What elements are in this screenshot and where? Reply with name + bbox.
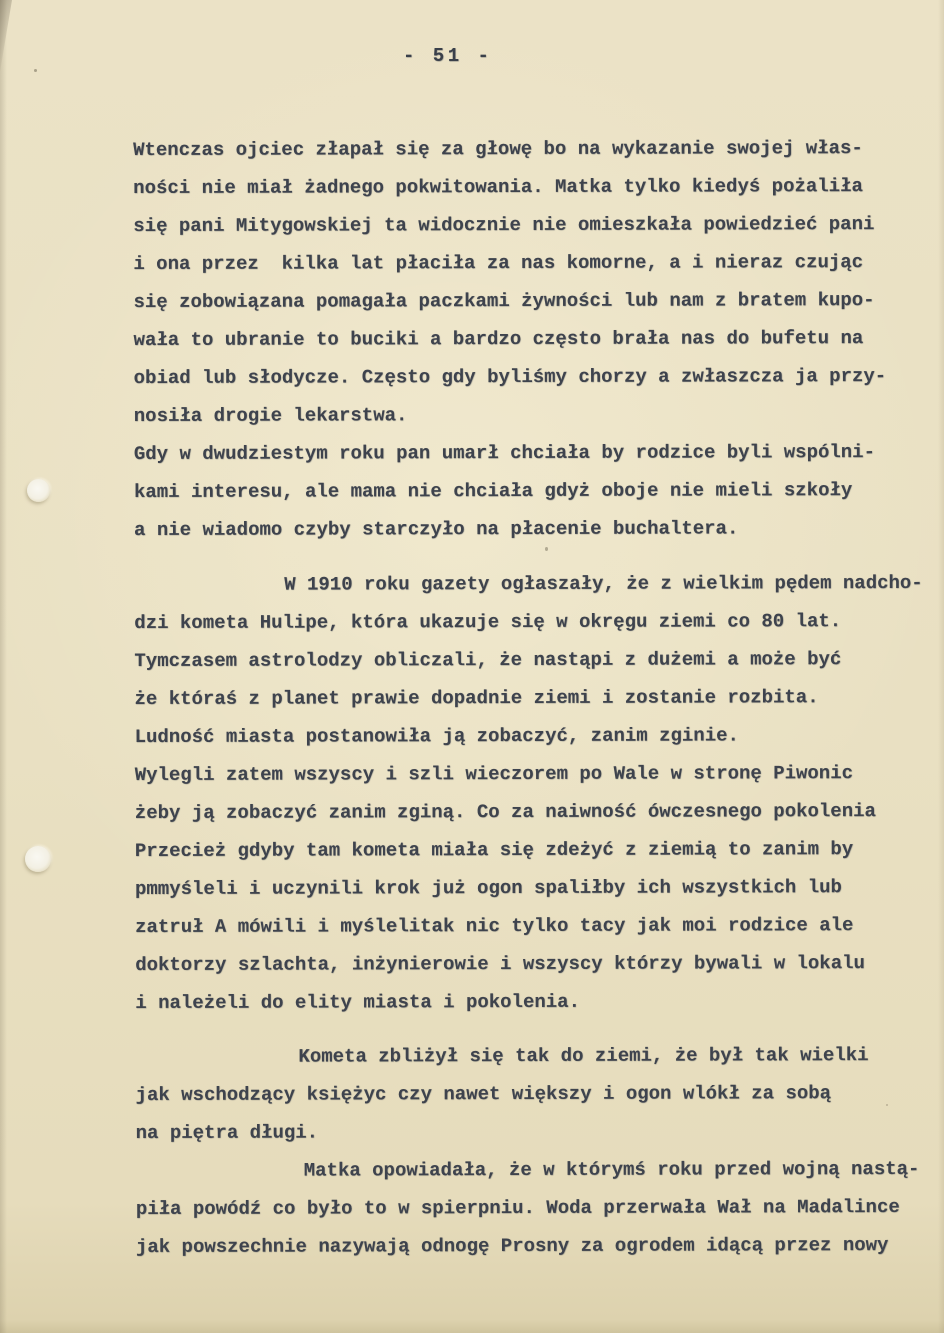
paragraph-4 (136, 1150, 941, 1266)
text-line: dzi kometa Hulipe, która ukazuje się w okręgu ziemi co 80 lat. (134, 610, 842, 634)
text-line: że któraś z planet prawie dopadnie ziemi i zostanie rozbita. (134, 686, 819, 710)
text-line: jak powszechnie nazywają odnogę Prosny za ogrodem idącą przez nowy (135, 1234, 889, 1258)
text-line: Wylegli zatem wszyscy i szli wieczorem po Wale w stronę Piwonic (134, 762, 854, 786)
text-line: Ludność miasta postanowiła ją zobaczyć, zanim zginie. (134, 724, 739, 748)
text-line: nosiła drogie lekarstwa. (133, 404, 408, 427)
text-line: Kometa zbliżył się tak do ziemi, że był tak wielki (298, 1044, 869, 1068)
text-line: żeby ją zobaczyć zanim zginą. Co za naiwność ówczesnego pokolenia (134, 800, 876, 824)
paragraph-2 (134, 564, 940, 1022)
text-line: pmmyśleli i uczynili krok już ogon spaliłby ich wszystkich lub (134, 876, 842, 900)
paper-speck (34, 69, 37, 72)
text-line: piła powódź co było to w spierpniu. Woda przerwała Wał na Madalince (135, 1195, 900, 1220)
text-line: na piętra długi. (135, 1121, 319, 1144)
text-line: i ona przez kilka lat płaciła za nas komorne, a i nieraz czując (133, 251, 864, 275)
text-line: doktorzy szlachta, inżynierowie i wszyscy którzy bywali w lokalu (135, 952, 865, 976)
text-line: wała to ubranie to buciki a bardzo często brała nas do bufetu na (133, 327, 864, 351)
text-line: Matka opowiadała, że w którymś roku przed wojną nastą- (303, 1157, 920, 1182)
text-line: a nie wiadomo czyby starczyło na płacenie buchaltera. (134, 517, 739, 541)
typewritten-text (133, 129, 941, 1266)
text-line: Gdy w dwudziestym roku pan umarł chciała by rodzice byli wspólni- (133, 441, 875, 465)
text-line: się pani Mitygowskiej ta widocznie nie omieszkała powiedzieć pani (133, 213, 875, 237)
scan-edge-shadow-left (0, 0, 7, 1333)
paragraph-3 (135, 1036, 940, 1152)
text-line: się zobowiązana pomagała paczkami żywności lub nam z bratem kupo- (133, 289, 875, 313)
text-line: Tymczasem astrolodzy obliczali, że nastąpi z dużemi a może być (134, 648, 842, 672)
hole-punch-bottom (25, 846, 51, 872)
page-number: - 51 - (403, 45, 493, 67)
hole-punch-top (27, 479, 50, 502)
paragraph-1 (133, 129, 939, 549)
text-line: W 1910 roku gazety ogłaszały, że z wielkim pędem nadcho- (284, 571, 923, 596)
text-line: zatruł A mówili i myślelitak nic tylko tacy jak moi rodzice ale (135, 914, 854, 938)
text-line: Przecież gdyby tam kometa miała się zdeżyć z ziemią to zanim by (134, 838, 854, 862)
text-line: i należeli do elity miasta i pokolenia. (135, 990, 580, 1014)
text-line: obiad lub słodycze. Często gdy byliśmy chorzy a zwłaszcza ja przy- (133, 365, 887, 389)
text-line: jak wschodzący księżyc czy nawet większy i ogon wlókł za sobą (135, 1082, 832, 1106)
text-line: Wtenczas ojciec złapał się za głowę bo na wykazanie swojej włas- (133, 137, 863, 161)
text-line: kami interesu, ale mama nie chciała gdyż oboje nie mieli szkoły (133, 479, 853, 503)
text-line: ności nie miał żadnego pokwitowania. Matka tylko kiedyś pożaliła (133, 175, 863, 199)
